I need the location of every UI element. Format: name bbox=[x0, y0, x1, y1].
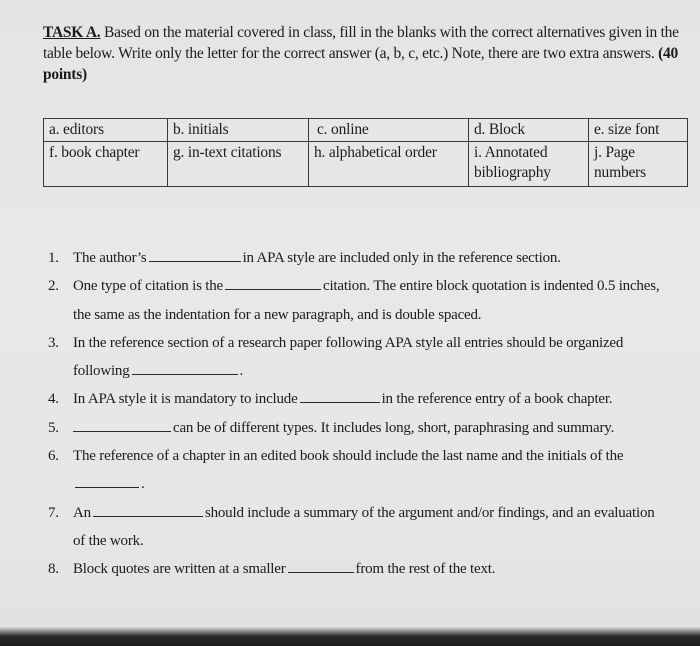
question-text: The author’s bbox=[73, 250, 147, 266]
question-2 bbox=[48, 272, 668, 329]
task-instructions bbox=[43, 22, 683, 85]
question-number: 5. bbox=[48, 419, 59, 436]
option-e: e. size font bbox=[589, 119, 688, 142]
answer-blank[interactable] bbox=[75, 473, 139, 488]
task-label: TASK A. bbox=[43, 24, 101, 41]
question-list bbox=[48, 244, 668, 584]
question-text: The reference of a chapter in an edited book should include the last name and the initials of the bbox=[73, 448, 624, 465]
answer-options-table bbox=[43, 118, 688, 187]
question-text: . bbox=[141, 476, 145, 493]
question-3 bbox=[48, 329, 668, 386]
option-h: h. alphabetical order bbox=[309, 142, 469, 187]
answer-blank[interactable] bbox=[300, 388, 380, 403]
question-number: 4. bbox=[48, 391, 59, 408]
question-number: 8. bbox=[48, 561, 59, 578]
question-8 bbox=[48, 555, 668, 583]
question-text: in the reference entry of a book chapter. bbox=[381, 391, 613, 408]
option-a: a. editors bbox=[44, 119, 168, 142]
option-i: i. Annotated bibliography bbox=[469, 142, 589, 187]
question-text: . bbox=[239, 363, 244, 380]
question-number: 1. bbox=[48, 250, 59, 266]
option-g: g. in-text citations bbox=[168, 142, 309, 187]
question-text: can be of different types. It includes long, short, paraphrasing and summary. bbox=[173, 419, 615, 436]
question-text: from the rest of the text. bbox=[355, 561, 496, 578]
question-number: 3. bbox=[48, 334, 59, 351]
question-7 bbox=[48, 499, 668, 556]
question-text: In the reference section of a research paper following APA style all entries should be organized following bbox=[73, 334, 624, 380]
question-text: should include a summary of the argument and/or findings, and an evaluation of the work. bbox=[73, 504, 655, 549]
table-row bbox=[44, 119, 688, 142]
question-text: One type of citation is the bbox=[73, 278, 223, 295]
points-label: (40 points) bbox=[43, 45, 679, 83]
question-text: citation. The entire block quotation is indented 0.5 inches, the same as the indentation for a new paragraph, and is double spaced. bbox=[73, 278, 660, 323]
question-text: Block quotes are written at a smaller bbox=[73, 561, 286, 578]
question-number: 2. bbox=[48, 278, 59, 295]
answer-blank[interactable] bbox=[225, 275, 321, 290]
answer-blank[interactable] bbox=[93, 502, 203, 517]
table-row bbox=[44, 142, 688, 187]
instructions-text: Based on the material covered in class, fill in the blanks with the correct alternatives given in the table below. Write only the letter for the correct answer (a, b, c, etc.) Note, there are two extra answers. bbox=[43, 24, 679, 62]
option-j: j. Page numbers bbox=[589, 142, 688, 187]
question-5 bbox=[48, 414, 668, 442]
question-4 bbox=[48, 385, 668, 413]
option-b: b. initials bbox=[168, 119, 309, 142]
option-d: d. Block bbox=[469, 119, 589, 142]
answer-blank[interactable] bbox=[132, 360, 238, 375]
answer-blank[interactable] bbox=[73, 417, 171, 432]
question-1 bbox=[48, 244, 668, 272]
question-number: 6. bbox=[48, 448, 59, 465]
answer-blank[interactable] bbox=[288, 558, 354, 573]
question-6 bbox=[48, 442, 668, 499]
question-text: in APA style are included only in the reference section. bbox=[242, 250, 561, 266]
option-c: c. online bbox=[309, 119, 469, 142]
question-number: 7. bbox=[48, 504, 59, 521]
question-text: An bbox=[73, 504, 91, 521]
option-f: f. book chapter bbox=[44, 142, 168, 187]
question-text: In APA style it is mandatory to include bbox=[73, 391, 298, 408]
answer-blank[interactable] bbox=[149, 247, 241, 262]
